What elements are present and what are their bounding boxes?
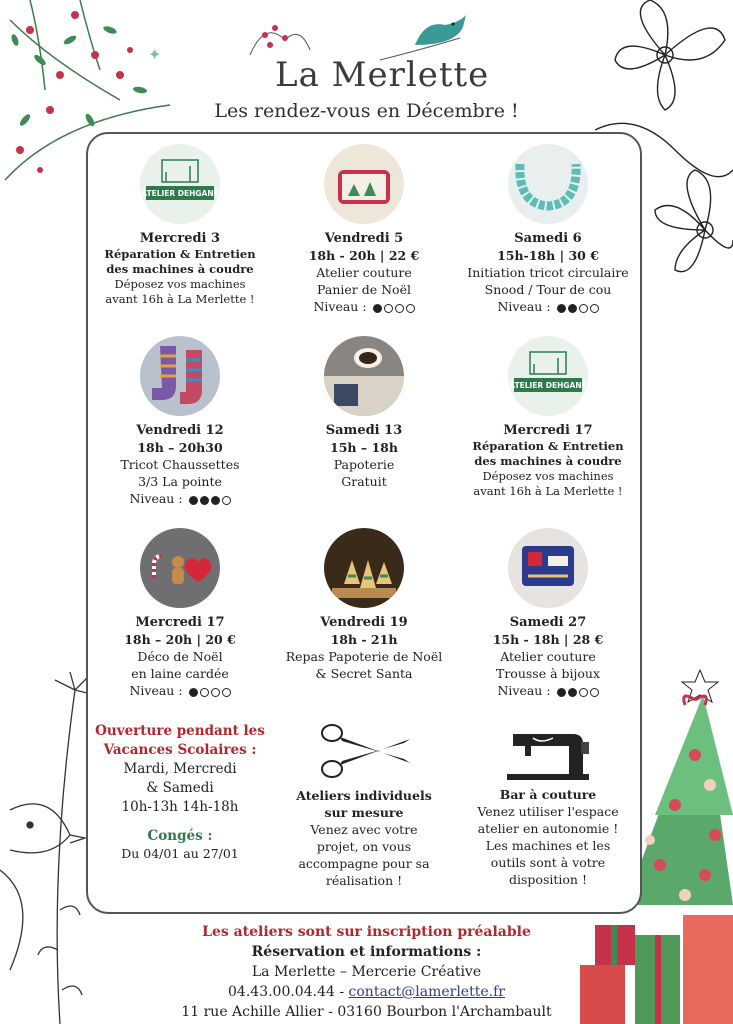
opening-hours xyxy=(88,722,272,861)
brand-logo xyxy=(230,5,510,100)
custom-workshops-title: sur mesure xyxy=(324,805,404,820)
event-card xyxy=(272,528,456,682)
level-dot xyxy=(222,688,231,697)
opening-days: & Samedi xyxy=(146,780,214,796)
event-line: Snood / Tour de cou xyxy=(484,282,612,297)
knitted-snood-icon xyxy=(508,144,588,224)
level-dot xyxy=(189,688,198,697)
event-line: des machines à coudre xyxy=(474,454,622,468)
event-card xyxy=(88,144,272,307)
event-time: 15h-18h | 30 € xyxy=(497,248,599,263)
level-dot xyxy=(211,688,220,697)
event-line: Initiation tricot circulaire xyxy=(467,265,629,280)
separator: - xyxy=(334,984,349,1000)
sewing-machine-icon xyxy=(503,724,593,784)
level-dot xyxy=(211,496,220,505)
level-dot xyxy=(384,304,393,313)
event-line: Panier de Noël xyxy=(317,282,411,297)
event-date: Vendredi 19 xyxy=(320,615,408,630)
event-date: Mercredi 17 xyxy=(135,615,225,630)
events-card xyxy=(86,132,642,914)
level-dot xyxy=(222,496,231,505)
jewelry-pouch-icon xyxy=(508,528,588,608)
event-card xyxy=(272,144,456,317)
custom-workshops-text: Venez avec votre xyxy=(310,822,418,837)
page-subtitle: Les rendez-vous en Décembre ! xyxy=(214,100,519,122)
felt-ornaments-icon xyxy=(140,528,220,608)
sewing-bar-text: atelier en autonomie ! xyxy=(477,821,619,836)
atelier-dehgane-logo-icon xyxy=(508,336,588,416)
sewing-bar xyxy=(456,724,640,888)
level-dot xyxy=(568,304,577,313)
custom-workshops-text: projet, on vous xyxy=(316,839,412,854)
event-line: Tricot Chaussettes xyxy=(120,457,240,472)
contact-line xyxy=(0,982,733,1002)
event-line: en laine cardée xyxy=(131,666,229,681)
coffee-cup-icon xyxy=(324,336,404,416)
christmas-tree-snacks-icon xyxy=(324,528,404,608)
conges-title: Congés : xyxy=(147,828,213,844)
level-dot xyxy=(406,304,415,313)
level-dot xyxy=(395,304,404,313)
event-card xyxy=(456,336,640,499)
event-date: Samedi 27 xyxy=(509,615,587,630)
level-indicator: Niveau : xyxy=(456,298,640,317)
email-link[interactable]: contact@lamerlette.fr xyxy=(348,984,505,1000)
level-dot xyxy=(579,304,588,313)
event-line: Déco de Noël xyxy=(137,649,223,664)
sewing-bar-text: Venez utiliser l'espace xyxy=(477,804,619,819)
opening-title: Ouverture pendant les xyxy=(95,723,265,739)
event-line: Trousse à bijoux xyxy=(495,666,601,681)
level-dot xyxy=(557,688,566,697)
svg-text:✦: ✦ xyxy=(148,45,162,64)
custom-workshops-text: réalisation ! xyxy=(325,873,403,888)
event-time: 18h - 21h xyxy=(330,632,398,647)
event-time: 18h – 20h | 20 € xyxy=(124,632,236,647)
level-dot xyxy=(568,688,577,697)
level-dot xyxy=(189,496,198,505)
event-date: Samedi 6 xyxy=(514,231,582,246)
event-line: Atelier couture xyxy=(500,649,596,664)
logo-text: La Merlette xyxy=(275,55,490,95)
custom-workshops-text: accompagne pour sa xyxy=(298,856,430,871)
sewing-bar-text: Les machines et les xyxy=(485,838,611,853)
svg-text:ATELIER DEHGANE: ATELIER DEHGANE xyxy=(141,189,219,198)
event-line: Papoterie xyxy=(333,457,395,472)
event-line: Réparation & Entretien xyxy=(472,439,624,453)
event-time: 15h – 18h xyxy=(330,440,398,455)
level-indicator: Niveau : xyxy=(456,682,640,701)
info-title: Réservation et informations : xyxy=(251,944,482,960)
opening-days: Mardi, Mercredi xyxy=(123,761,237,777)
event-line: avant 16h à La Merlette ! xyxy=(105,292,255,306)
conges-dates: Du 04/01 au 27/01 xyxy=(121,846,239,861)
event-line: Réparation & Entretien xyxy=(104,247,256,261)
event-line: Atelier couture xyxy=(316,265,412,280)
level-dot xyxy=(590,688,599,697)
event-line: Déposez vos machines xyxy=(482,469,614,483)
event-date: Samedi 13 xyxy=(325,423,403,438)
scissors-icon xyxy=(314,719,414,783)
event-line: 3/3 La pointe xyxy=(138,474,222,489)
custom-workshops xyxy=(272,719,456,889)
level-dot xyxy=(200,496,209,505)
event-date: Vendredi 12 xyxy=(136,423,224,438)
event-line: Gratuit xyxy=(341,474,387,489)
event-card xyxy=(272,336,456,490)
level-dot xyxy=(590,304,599,313)
event-card xyxy=(456,528,640,701)
sewing-bar-title: Bar à couture xyxy=(499,787,597,802)
event-time: 18h – 20h30 xyxy=(137,440,223,455)
atelier-dehgane-logo-icon xyxy=(140,144,220,224)
shop-name: La Merlette – Mercerie Créative xyxy=(251,964,482,980)
event-card xyxy=(88,528,272,701)
opening-title: Vacances Scolaires : xyxy=(103,742,257,758)
event-date: Mercredi 3 xyxy=(139,231,221,246)
christmas-basket-icon xyxy=(324,144,404,224)
event-card xyxy=(456,144,640,317)
event-date: Vendredi 5 xyxy=(324,231,404,246)
footer xyxy=(0,922,733,1022)
custom-workshops-title: Ateliers individuels xyxy=(296,788,432,803)
opening-hours-text: 10h-13h 14h-18h xyxy=(121,799,239,815)
registration-notice: Les ateliers sont sur inscription préalable xyxy=(202,924,531,940)
level-dot xyxy=(373,304,382,313)
event-time: 18h - 20h | 22 € xyxy=(308,248,420,263)
level-indicator: Niveau : xyxy=(272,298,456,317)
event-line: Déposez vos machines xyxy=(114,277,246,291)
level-dot xyxy=(579,688,588,697)
address: 11 rue Achille Allier - 03160 Bourbon l'Archambault xyxy=(181,1004,552,1020)
knitted-socks-icon xyxy=(140,336,220,416)
event-line: des machines à coudre xyxy=(106,262,254,276)
level-indicator: Niveau : xyxy=(88,682,272,701)
event-line: Repas Papoterie de Noël xyxy=(285,649,443,664)
event-line: avant 16h à La Merlette ! xyxy=(473,484,623,498)
event-card xyxy=(88,336,272,509)
level-dot xyxy=(200,688,209,697)
phone-number[interactable]: 04.43.00.04.44 xyxy=(228,984,335,1000)
event-date: Mercredi 17 xyxy=(503,423,593,438)
sewing-bar-text: outils sont à votre xyxy=(490,855,606,870)
event-time: 15h - 18h | 28 € xyxy=(492,632,604,647)
sewing-bar-text: disposition ! xyxy=(509,872,587,887)
svg-text:ATELIER DEHGANE: ATELIER DEHGANE xyxy=(509,381,587,390)
level-indicator: Niveau : xyxy=(88,490,272,509)
event-line: & Secret Santa xyxy=(315,666,413,681)
level-dot xyxy=(557,304,566,313)
